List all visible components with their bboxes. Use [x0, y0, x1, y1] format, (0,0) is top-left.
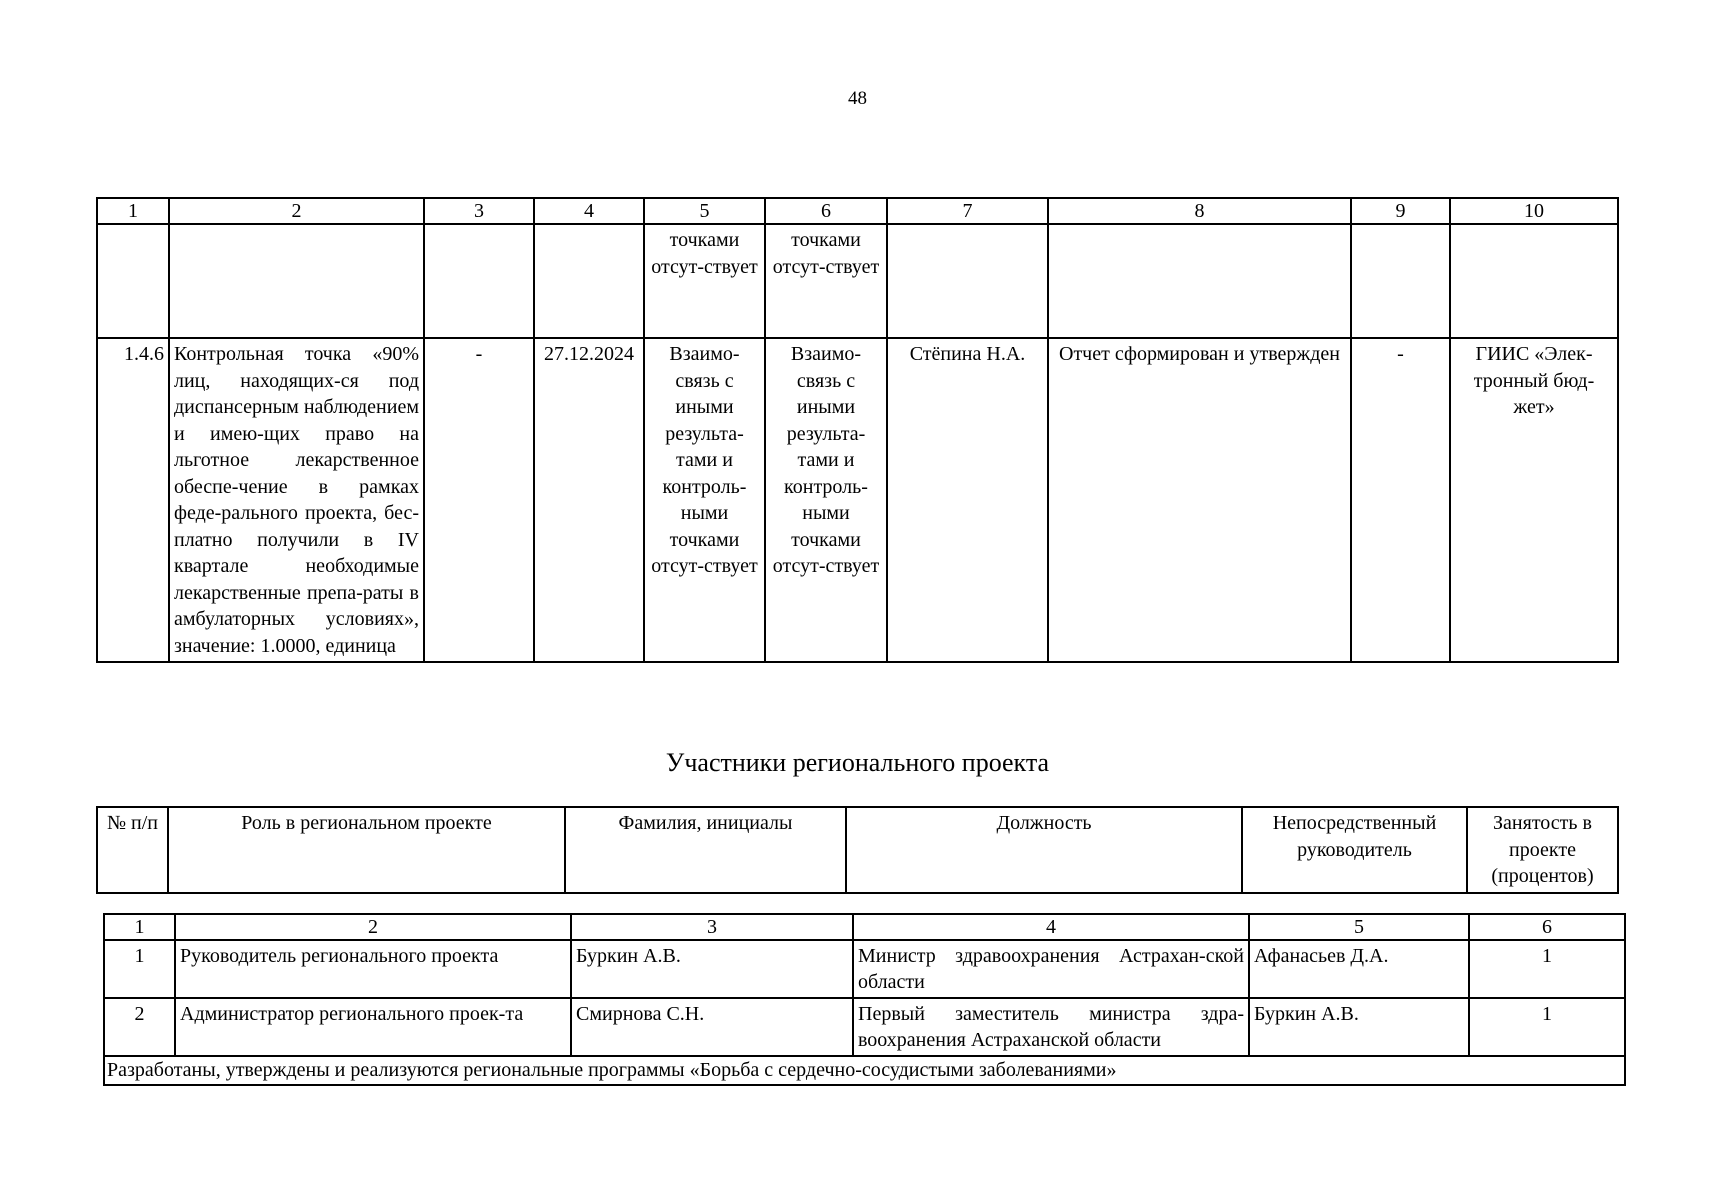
relation-cell: Взаимо-связь с иными результа-тами и контроль-ными точками отсут-ствует	[644, 338, 765, 662]
table-row	[104, 998, 1625, 1056]
column-header: Роль в региональном проекте	[168, 807, 565, 893]
column-header: Должность	[846, 807, 1242, 893]
relation-cell: точками отсут-ствует	[644, 224, 765, 338]
role-cell: Руководитель регионального проекта	[175, 940, 571, 998]
relation-cell: точками отсут-ствует	[765, 224, 887, 338]
employment-cell: 1	[1469, 998, 1625, 1056]
column-number: 1	[97, 198, 169, 224]
table-row	[104, 940, 1625, 998]
result-cell: Отчет сформирован и утвержден	[1048, 338, 1351, 662]
participants-header-table	[96, 806, 1619, 894]
column-number: 3	[424, 198, 534, 224]
column-number: 7	[887, 198, 1048, 224]
table-header-row	[97, 198, 1618, 224]
manager-cell: Афанасьев Д.А.	[1249, 940, 1469, 998]
column-header: № п/п	[97, 807, 168, 893]
name-cell: Смирнова С.Н.	[571, 998, 853, 1056]
table-row	[97, 224, 1618, 338]
responsible-cell: Стёпина Н.А.	[887, 338, 1048, 662]
date-cell: 27.12.2024	[534, 338, 644, 662]
value-cell: -	[424, 338, 534, 662]
column-header: Занятость в проекте (процентов)	[1467, 807, 1618, 893]
position-cell: Первый заместитель министра здра-воохранения Астраханской области	[853, 998, 1249, 1056]
value-cell: -	[1351, 338, 1450, 662]
column-number: 5	[644, 198, 765, 224]
position-cell: Министр здравоохранения Астрахан-ской области	[853, 940, 1249, 998]
row-number: 2	[104, 998, 175, 1056]
page-number: 48	[848, 88, 867, 109]
column-number: 10	[1450, 198, 1618, 224]
employment-cell: 1	[1469, 940, 1625, 998]
control-points-table	[96, 197, 1619, 663]
column-number: 4	[853, 914, 1249, 940]
column-number: 6	[765, 198, 887, 224]
name-cell: Буркин А.В.	[571, 940, 853, 998]
column-number: 8	[1048, 198, 1351, 224]
column-number: 4	[534, 198, 644, 224]
control-point-name: Контрольная точка «90% лиц, находящих-ся под диспансерным наблюдением и имею-щих право на льготное лекарственное обеспе-чение в рамках феде-рального проекта, бес-платно получили в IV квартале необходимые лекарственные препа-раты в амбулаторных условиях», значение: 1.0000, единица	[169, 338, 424, 662]
program-note: Разработаны, утверждены и реализуются региональные программы «Борьба с сердечно-сосудистыми заболеваниями»	[104, 1056, 1625, 1085]
column-number: 2	[169, 198, 424, 224]
column-number: 1	[104, 914, 175, 940]
column-number: 3	[571, 914, 853, 940]
column-number: 5	[1249, 914, 1469, 940]
row-number: 1	[104, 940, 175, 998]
row-number: 1.4.6	[97, 338, 169, 662]
participants-table	[103, 913, 1626, 1086]
table-footer-row	[104, 1056, 1625, 1085]
system-cell: ГИИС «Элек-тронный бюд-жет»	[1450, 338, 1618, 662]
relation-cell: Взаимо-связь с иными результа-тами и контроль-ными точками отсут-ствует	[765, 338, 887, 662]
manager-cell: Буркин А.В.	[1249, 998, 1469, 1056]
column-number: 6	[1469, 914, 1625, 940]
table-row	[97, 338, 1618, 662]
column-number: 9	[1351, 198, 1450, 224]
table-header-row	[97, 807, 1618, 893]
column-header: Непосредственный руководитель	[1242, 807, 1467, 893]
role-cell: Администратор регионального проек-та	[175, 998, 571, 1056]
section-title: Участники регионального проекта	[665, 748, 1050, 777]
column-header: Фамилия, инициалы	[565, 807, 846, 893]
column-number: 2	[175, 914, 571, 940]
table-header-row	[104, 914, 1625, 940]
